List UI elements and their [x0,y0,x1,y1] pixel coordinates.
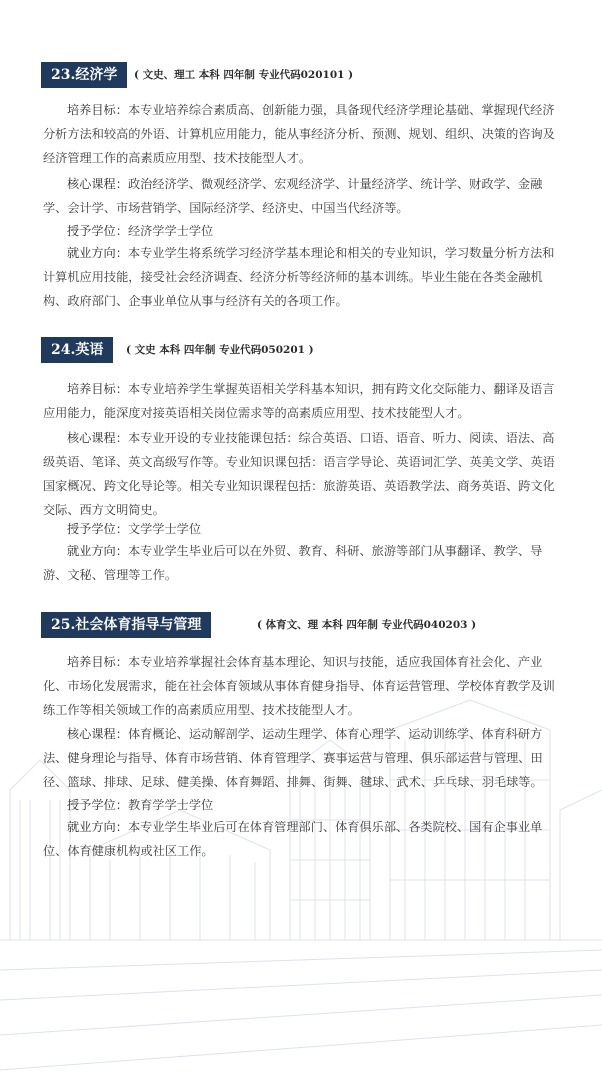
major-title: 23.经济学 [41,62,127,88]
major-english: 24.英语 ( 文史 本科 四年制 专业代码050201 ) 培养目标：本专业培养学生掌握英语相关学科基本知识，拥有跨文化交际能力、翻译及语言 应用能力，能深度对接英语相关岗位需求等的高素质应用型、技术技能型人才。 核心课程：本专业开设的专业技能课包括：综合英语、口语、语音、听力、阅读、语法、高 级英语、笔译、英文高级写作等。专业知识课包括：语言学导论、英语词汇学、英美文学、英语 国家概况、跨文化导论等。相关专业知识课程包括：旅游英语、英语教学法、商务英语、跨文化 交际、西方文明简史。 授予学位：文学学士学位 就业方向：本专业学生毕业后可以在外贸、教育、科研、旅游等部门从事翻译、教学、导 游、文秘、管理等工作。 [0,337,602,363]
major-title: 24.英语 [41,337,113,363]
section-label: 就业方向： [67,544,128,558]
section-label: 核心课程： [67,177,128,191]
major-meta: ( 文史 本科 四年制 专业代码050201 ) [126,344,314,356]
major-economics: 23.经济学 ( 文史、理工 本科 四年制 专业代码020101 ) 培养目标：本专业培养综合素质高、创新能力强，具备现代经济学理论基础、掌握现代经济 分析方法和较高的外语、计算机应用能力，能从事经济分析、预测、规划、组织、决策的咨询及 经济管理工作的高素质应用型、技术技能型人才。 核心课程：政治经济学、微观经济学、宏观经济学、计量经济学、统计学、财政学、金融 学、会计学、市场营销学、国际经济学、经济史、中国当代经济等。 授予学位：经济学学士学位 就业方向：本专业学生将系统学习经济学基本理论和相关的专业知识，学习数量分析方法和 计算机应用技能，接受社会经济调查、经济分析等经济师的基本训练。毕业生能在各类金融机 构、政府部门、企事业单位从事与经济有关的各项工作。 [0,62,602,88]
section-label: 就业方向： [67,246,128,260]
section-label: 培养目标： [67,382,128,396]
major-social-sports: 25.社会体育指导与管理 ( 体育文、理 本科 四年制 专业代码040203 ) 培养目标：本专业培养掌握社会体育基本理论、知识与技能，适应我国体育社会化、产业 化、市场化发展需求，能在社会体育领域从事体育健身指导、体育运营管理、学校体育教学及训 练工作等相关领域工作的高素质应用型、技术技能型人才。 核心课程：体育概论、运动解剖学、运动生理学、体育心理学、运动训练学、体育科研方 法、健身理论与指导、体育市场营销、体育管理学、赛事运营与管理、俱乐部运营与管理、田 径、篮球、排球、足球、健美操、体育舞蹈、排舞、街舞、毽球、武术、乒乓球、羽毛球等。 授予学位：教育学学士学位 就业方向：本专业学生毕业后可在体育管理部门、体育俱乐部、各类院校、国有企事业单 位、体育健康机构或社区工作。 [0,612,602,638]
section-label: 授予学位： [67,522,128,536]
section-label: 培养目标： [67,103,128,117]
section-label: 就业方向： [67,820,128,834]
major-meta: ( 文史、理工 本科 四年制 专业代码020101 ) [134,69,354,81]
section-label: 授予学位： [67,798,128,812]
major-title: 25.社会体育指导与管理 [41,612,211,638]
section-label: 核心课程： [67,431,128,445]
section-label: 核心课程： [67,727,128,741]
section-label: 授予学位： [67,224,128,238]
major-meta: ( 体育文、理 本科 四年制 专业代码040203 ) [257,619,477,631]
section-label: 培养目标： [67,655,128,669]
